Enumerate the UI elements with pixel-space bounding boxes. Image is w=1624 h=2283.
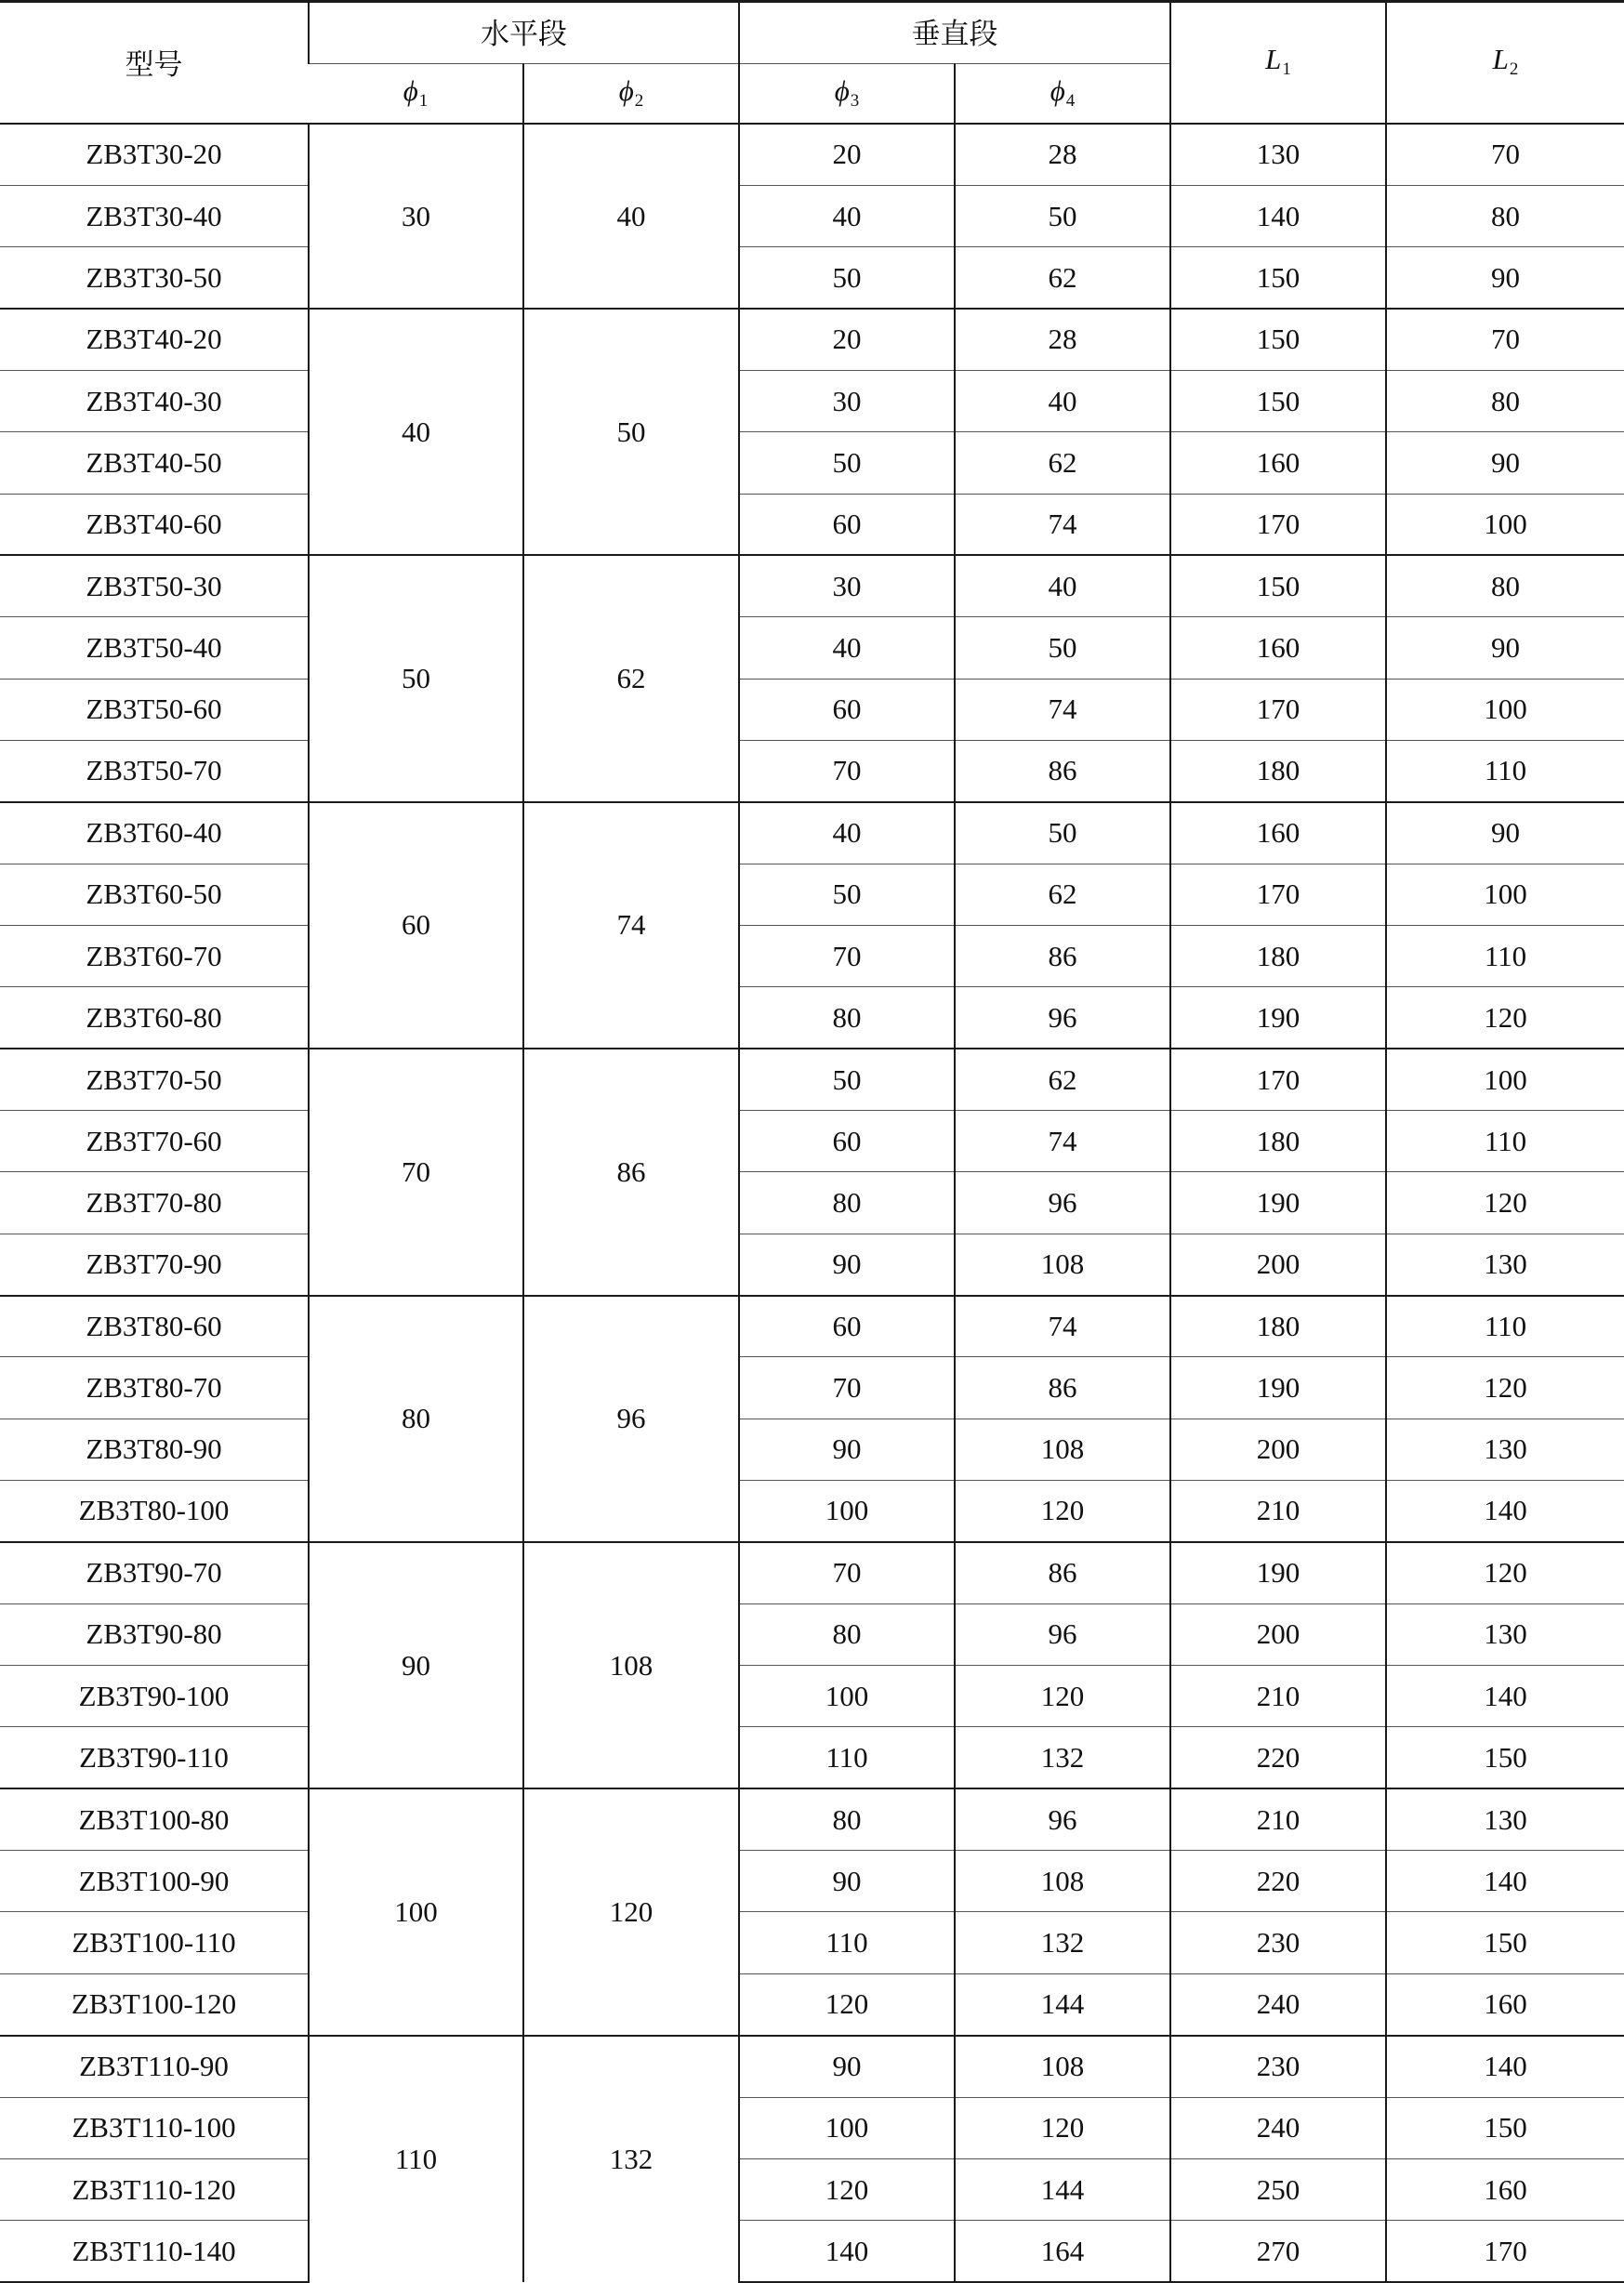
header-l1 — [1170, 0, 1386, 124]
cell-phi4: 86 — [955, 740, 1170, 801]
l-symbol: L — [1492, 43, 1509, 75]
table-row — [0, 185, 1624, 246]
table-header — [0, 0, 1624, 124]
table-row — [0, 740, 1624, 801]
cell-model: ZB3T110-120 — [0, 2158, 309, 2220]
phi-symbol: ϕ — [403, 74, 418, 108]
cell-model: ZB3T90-80 — [0, 1603, 309, 1665]
table-body — [0, 124, 1624, 2282]
table-row — [0, 124, 1624, 185]
cell-phi3: 70 — [739, 740, 955, 801]
cell-phi3: 40 — [739, 802, 955, 864]
phi-symbol: ϕ — [834, 74, 850, 108]
phi-subscript: 2 — [634, 91, 644, 112]
cell-phi3: 120 — [739, 2158, 955, 2220]
cell-phi4: 120 — [955, 1481, 1170, 1542]
cell-phi4: 40 — [955, 555, 1170, 616]
table-row — [0, 2221, 1624, 2282]
cell-l1: 220 — [1170, 1851, 1386, 1912]
cell-phi4: 62 — [955, 1049, 1170, 1110]
cell-phi2: 108 — [523, 1542, 739, 1788]
cell-l2: 110 — [1386, 1296, 1624, 1357]
cell-phi3: 70 — [739, 925, 955, 986]
cell-phi1: 80 — [309, 1296, 523, 1542]
cell-l1: 190 — [1170, 1172, 1386, 1234]
cell-phi2: 120 — [523, 1788, 739, 2035]
cell-phi3: 100 — [739, 1666, 955, 1727]
cell-phi4: 62 — [955, 864, 1170, 925]
table-row — [0, 1234, 1624, 1295]
cell-phi1: 90 — [309, 1542, 523, 1788]
cell-phi4: 28 — [955, 124, 1170, 185]
cell-model: ZB3T80-90 — [0, 1419, 309, 1480]
cell-phi4: 74 — [955, 494, 1170, 555]
cell-phi3: 60 — [739, 1111, 955, 1172]
cell-model: ZB3T40-30 — [0, 370, 309, 431]
table-row — [0, 1912, 1624, 1973]
cell-l1: 200 — [1170, 1419, 1386, 1480]
cell-phi3: 90 — [739, 2036, 955, 2097]
cell-model: ZB3T60-40 — [0, 802, 309, 864]
cell-phi3: 90 — [739, 1419, 955, 1480]
cell-l2: 80 — [1386, 185, 1624, 246]
table-row — [0, 1481, 1624, 1542]
cell-l2: 80 — [1386, 555, 1624, 616]
cell-model: ZB3T60-70 — [0, 925, 309, 986]
cell-phi3: 110 — [739, 1912, 955, 1973]
cell-l2: 160 — [1386, 2158, 1624, 2220]
cell-model: ZB3T40-20 — [0, 309, 309, 370]
phi-symbol: ϕ — [1050, 74, 1065, 108]
cell-l2: 140 — [1386, 1481, 1624, 1542]
cell-phi3: 120 — [739, 1973, 955, 2035]
cell-l2: 120 — [1386, 1542, 1624, 1603]
cell-l1: 170 — [1170, 494, 1386, 555]
cell-phi4: 96 — [955, 1603, 1170, 1665]
cell-phi3: 40 — [739, 617, 955, 679]
header-phi1 — [309, 63, 523, 124]
cell-l2: 100 — [1386, 494, 1624, 555]
table-row — [0, 1296, 1624, 1357]
cell-l2: 90 — [1386, 617, 1624, 679]
cell-phi3: 140 — [739, 2221, 955, 2282]
cell-l1: 180 — [1170, 1296, 1386, 1357]
cell-phi4: 62 — [955, 247, 1170, 309]
cell-phi1: 60 — [309, 802, 523, 1049]
table-row — [0, 555, 1624, 616]
cell-l1: 170 — [1170, 679, 1386, 740]
cell-l1: 200 — [1170, 1234, 1386, 1295]
cell-phi4: 144 — [955, 1973, 1170, 2035]
cell-l2: 120 — [1386, 987, 1624, 1049]
cell-l1: 180 — [1170, 740, 1386, 801]
cell-phi4: 120 — [955, 1666, 1170, 1727]
header-phi2 — [523, 63, 739, 124]
cell-phi4: 108 — [955, 2036, 1170, 2097]
cell-l2: 90 — [1386, 432, 1624, 494]
table-row — [0, 1419, 1624, 1480]
cell-l1: 180 — [1170, 1111, 1386, 1172]
table-row — [0, 309, 1624, 370]
cell-phi2: 96 — [523, 1296, 739, 1542]
header-phi3 — [739, 63, 955, 124]
cell-phi3: 60 — [739, 679, 955, 740]
table-row — [0, 370, 1624, 431]
cell-l1: 230 — [1170, 2036, 1386, 2097]
cell-phi4: 120 — [955, 2097, 1170, 2158]
table-row — [0, 2036, 1624, 2097]
cell-l2: 100 — [1386, 1049, 1624, 1110]
cell-phi3: 100 — [739, 2097, 955, 2158]
phi-subscript: 1 — [418, 91, 429, 112]
table-row — [0, 987, 1624, 1049]
cell-l2: 110 — [1386, 1111, 1624, 1172]
cell-l1: 160 — [1170, 617, 1386, 679]
cell-model: ZB3T70-90 — [0, 1234, 309, 1295]
cell-phi4: 132 — [955, 1912, 1170, 1973]
phi-subscript: 3 — [850, 91, 860, 112]
cell-l1: 210 — [1170, 1788, 1386, 1850]
cell-l2: 70 — [1386, 124, 1624, 185]
table-row — [0, 1603, 1624, 1665]
cell-phi4: 86 — [955, 1357, 1170, 1419]
header-vertical-section: 垂直段 — [739, 0, 1170, 63]
cell-l1: 150 — [1170, 555, 1386, 616]
cell-phi3: 80 — [739, 1172, 955, 1234]
cell-l2: 150 — [1386, 1912, 1624, 1973]
cell-l1: 140 — [1170, 185, 1386, 246]
table-row — [0, 1357, 1624, 1419]
cell-phi4: 74 — [955, 679, 1170, 740]
cell-l1: 170 — [1170, 864, 1386, 925]
cell-model: ZB3T50-70 — [0, 740, 309, 801]
cell-model: ZB3T100-90 — [0, 1851, 309, 1912]
table-row — [0, 432, 1624, 494]
cell-model: ZB3T30-50 — [0, 247, 309, 309]
cell-l1: 160 — [1170, 432, 1386, 494]
cell-phi3: 50 — [739, 247, 955, 309]
table-row — [0, 1049, 1624, 1110]
cell-phi3: 50 — [739, 432, 955, 494]
table-row — [0, 1666, 1624, 1727]
cell-model: ZB3T50-40 — [0, 617, 309, 679]
cell-phi4: 62 — [955, 432, 1170, 494]
cell-model: ZB3T100-120 — [0, 1973, 309, 2035]
cell-phi4: 40 — [955, 370, 1170, 431]
header-phi4 — [955, 63, 1170, 124]
cell-l2: 130 — [1386, 1788, 1624, 1850]
cell-l2: 150 — [1386, 1727, 1624, 1788]
cell-phi3: 40 — [739, 185, 955, 246]
table-row — [0, 1727, 1624, 1788]
cell-l2: 170 — [1386, 2221, 1624, 2282]
cell-l1: 160 — [1170, 802, 1386, 864]
cell-l1: 230 — [1170, 1912, 1386, 1973]
header-model: 型号 — [125, 47, 183, 81]
cell-model: ZB3T70-50 — [0, 1049, 309, 1110]
cell-phi4: 164 — [955, 2221, 1170, 2282]
cell-phi3: 80 — [739, 1788, 955, 1850]
cell-phi3: 90 — [739, 1234, 955, 1295]
cell-l2: 110 — [1386, 925, 1624, 986]
cell-l2: 150 — [1386, 2097, 1624, 2158]
l-subscript: 1 — [1282, 59, 1291, 79]
table-row — [0, 864, 1624, 925]
cell-phi3: 70 — [739, 1542, 955, 1603]
phi-subscript: 4 — [1065, 91, 1076, 112]
cell-l1: 270 — [1170, 2221, 1386, 2282]
cell-l1: 130 — [1170, 124, 1386, 185]
table-row — [0, 2158, 1624, 2220]
cell-phi3: 70 — [739, 1357, 955, 1419]
cell-model: ZB3T70-60 — [0, 1111, 309, 1172]
cell-l1: 220 — [1170, 1727, 1386, 1788]
cell-phi4: 96 — [955, 1172, 1170, 1234]
cell-model: ZB3T80-100 — [0, 1481, 309, 1542]
cell-l1: 240 — [1170, 1973, 1386, 2035]
cell-phi2: 132 — [523, 2036, 739, 2282]
cell-phi4: 50 — [955, 185, 1170, 246]
cell-l1: 180 — [1170, 925, 1386, 986]
cell-phi2: 86 — [523, 1049, 739, 1295]
cell-phi3: 30 — [739, 370, 955, 431]
cell-phi3: 110 — [739, 1727, 955, 1788]
table-row — [0, 1851, 1624, 1912]
cell-l2: 90 — [1386, 247, 1624, 309]
cell-l1: 190 — [1170, 1357, 1386, 1419]
cell-model: ZB3T80-70 — [0, 1357, 309, 1419]
table-row — [0, 247, 1624, 309]
cell-l2: 110 — [1386, 740, 1624, 801]
cell-model: ZB3T60-80 — [0, 987, 309, 1049]
cell-model: ZB3T90-70 — [0, 1542, 309, 1603]
cell-phi1: 40 — [309, 309, 523, 555]
cell-model: ZB3T110-90 — [0, 2036, 309, 2097]
table-row — [0, 1111, 1624, 1172]
cell-phi4: 108 — [955, 1851, 1170, 1912]
cell-phi4: 74 — [955, 1296, 1170, 1357]
cell-phi3: 50 — [739, 1049, 955, 1110]
cell-l2: 80 — [1386, 370, 1624, 431]
cell-phi3: 30 — [739, 555, 955, 616]
table-row — [0, 1172, 1624, 1234]
cell-phi4: 86 — [955, 925, 1170, 986]
phi-symbol: ϕ — [618, 74, 634, 108]
cell-model: ZB3T50-60 — [0, 679, 309, 740]
cell-model: ZB3T50-30 — [0, 555, 309, 616]
cell-phi2: 50 — [523, 309, 739, 555]
table-row — [0, 617, 1624, 679]
cell-phi1: 50 — [309, 555, 523, 801]
cell-phi2: 62 — [523, 555, 739, 801]
header-l2 — [1386, 0, 1624, 124]
cell-l2: 130 — [1386, 1603, 1624, 1665]
cell-model: ZB3T110-140 — [0, 2221, 309, 2282]
cell-phi3: 80 — [739, 1603, 955, 1665]
cell-l2: 140 — [1386, 2036, 1624, 2097]
cell-model: ZB3T100-110 — [0, 1912, 309, 1973]
cell-l1: 190 — [1170, 987, 1386, 1049]
cell-model: ZB3T90-100 — [0, 1666, 309, 1727]
cell-phi4: 28 — [955, 309, 1170, 370]
l-symbol: L — [1265, 43, 1282, 75]
cell-phi4: 132 — [955, 1727, 1170, 1788]
cell-phi2: 40 — [523, 124, 739, 309]
cell-phi4: 108 — [955, 1234, 1170, 1295]
table-row — [0, 1788, 1624, 1850]
cell-l1: 240 — [1170, 2097, 1386, 2158]
cell-l2: 130 — [1386, 1234, 1624, 1295]
cell-phi4: 144 — [955, 2158, 1170, 2220]
cell-phi3: 100 — [739, 1481, 955, 1542]
cell-l2: 120 — [1386, 1357, 1624, 1419]
table-row — [0, 679, 1624, 740]
cell-l1: 250 — [1170, 2158, 1386, 2220]
cell-phi4: 96 — [955, 1788, 1170, 1850]
cell-model: ZB3T70-80 — [0, 1172, 309, 1234]
cell-model: ZB3T30-20 — [0, 124, 309, 185]
cell-l2: 70 — [1386, 309, 1624, 370]
cell-model: ZB3T80-60 — [0, 1296, 309, 1357]
cell-model: ZB3T90-110 — [0, 1727, 309, 1788]
cell-l2: 130 — [1386, 1419, 1624, 1480]
cell-l2: 140 — [1386, 1666, 1624, 1727]
cell-l1: 200 — [1170, 1603, 1386, 1665]
cell-l1: 170 — [1170, 1049, 1386, 1110]
cell-phi1: 110 — [309, 2036, 523, 2282]
cell-phi4: 50 — [955, 802, 1170, 864]
cell-l1: 190 — [1170, 1542, 1386, 1603]
cell-model: ZB3T30-40 — [0, 185, 309, 246]
cell-phi4: 86 — [955, 1542, 1170, 1603]
table-row — [0, 802, 1624, 864]
cell-phi1: 70 — [309, 1049, 523, 1295]
cell-phi3: 60 — [739, 494, 955, 555]
cell-l1: 210 — [1170, 1481, 1386, 1542]
cell-phi4: 96 — [955, 987, 1170, 1049]
header-horizontal-section: 水平段 — [309, 0, 739, 63]
l-subscript: 2 — [1509, 59, 1519, 79]
cell-l2: 120 — [1386, 1172, 1624, 1234]
table-row — [0, 1542, 1624, 1603]
cell-phi3: 20 — [739, 124, 955, 185]
cell-l2: 90 — [1386, 802, 1624, 864]
cell-phi3: 60 — [739, 1296, 955, 1357]
cell-model: ZB3T60-50 — [0, 864, 309, 925]
cell-l2: 140 — [1386, 1851, 1624, 1912]
table-row — [0, 2097, 1624, 2158]
cell-phi1: 100 — [309, 1788, 523, 2035]
cell-l2: 160 — [1386, 1973, 1624, 2035]
cell-l1: 210 — [1170, 1666, 1386, 1727]
cell-phi4: 108 — [955, 1419, 1170, 1480]
cell-l2: 100 — [1386, 864, 1624, 925]
cell-l1: 150 — [1170, 309, 1386, 370]
cell-phi4: 74 — [955, 1111, 1170, 1172]
cell-phi2: 74 — [523, 802, 739, 1049]
cell-phi1: 30 — [309, 124, 523, 309]
cell-l2: 100 — [1386, 679, 1624, 740]
cell-l1: 150 — [1170, 370, 1386, 431]
cell-l1: 150 — [1170, 247, 1386, 309]
cell-model: ZB3T40-60 — [0, 494, 309, 555]
cell-phi3: 80 — [739, 987, 955, 1049]
cell-model: ZB3T110-100 — [0, 2097, 309, 2158]
cell-phi3: 50 — [739, 864, 955, 925]
cell-phi3: 20 — [739, 309, 955, 370]
cell-model: ZB3T100-80 — [0, 1788, 309, 1850]
table-row — [0, 1973, 1624, 2035]
cell-model: ZB3T40-50 — [0, 432, 309, 494]
cell-phi3: 90 — [739, 1851, 955, 1912]
table-row — [0, 494, 1624, 555]
cell-phi4: 50 — [955, 617, 1170, 679]
table-row — [0, 925, 1624, 986]
